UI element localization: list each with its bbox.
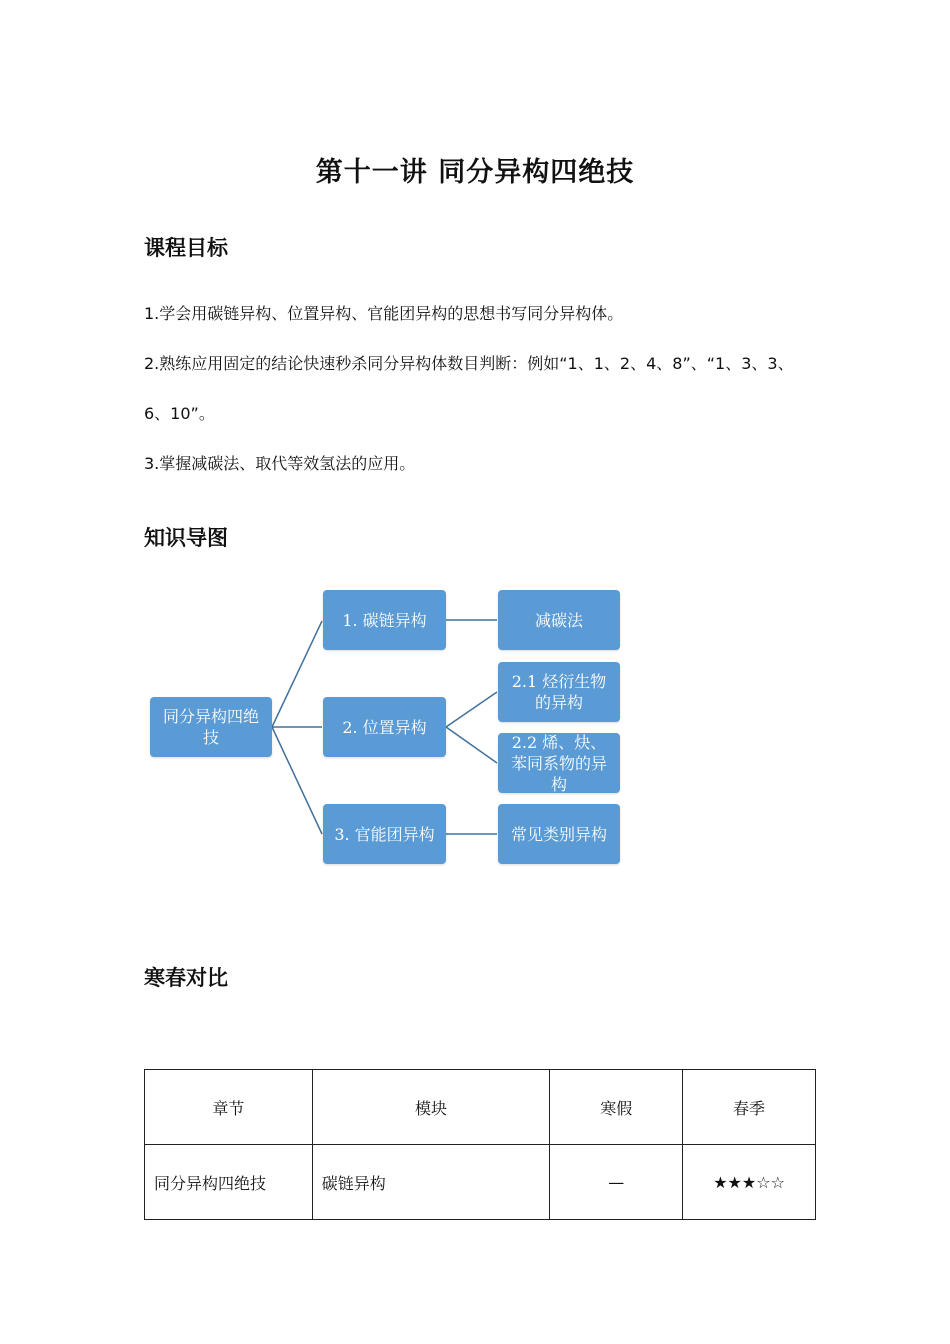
connector-line [446,727,497,763]
node-label: 2.2 烯、炔、苯同系物的异构 [510,732,607,794]
mindmap-leaf-node [498,733,620,793]
table-cell: 同分异构四绝技 [145,1145,313,1220]
table-header-cell: 寒假 [550,1070,683,1145]
table-row [145,1145,816,1220]
node-label: 2. 位置异构 [342,717,427,737]
connector-line [272,621,322,727]
rating-stars: ★★★☆☆ [683,1145,816,1220]
mindmap-heading: 知识导图 [144,526,228,550]
mindmap-branch-node [323,804,446,864]
node-label: 常见类别异构 [510,824,607,844]
mindmap-leaf-node [498,662,620,722]
connector-line [446,692,497,727]
mindmap-branch-node [323,590,446,650]
node-label: 1. 碳链异构 [342,610,427,630]
objective-item: 6、10”。 [144,404,215,423]
table-cell: 碳链异构 [312,1145,550,1220]
node-label: 2.1 烃衍生物的异构 [511,672,607,712]
node-label: 同分异构四绝技 [162,707,259,747]
node-label: 3. 官能团异构 [334,824,435,844]
mindmap-leaf-node [498,590,620,650]
objective-item: 1.学会用碳链异构、位置异构、官能团异构的思想书写同分异构体。 [144,304,624,323]
table-header-row [145,1070,816,1145]
mindmap-leaf-node [498,804,620,864]
table-cell: — [550,1145,683,1220]
table-header-cell: 章节 [145,1070,313,1145]
page-title: 第十一讲 同分异构四绝技 [315,157,635,188]
objective-item: 3.掌握减碳法、取代等效氢法的应用。 [144,454,416,473]
comparison-table [144,1069,816,1220]
table-header-cell: 模块 [312,1070,550,1145]
mindmap-branch-node [323,697,446,757]
mindmap-root-node [150,697,272,757]
comparison-heading: 寒春对比 [144,966,228,990]
connector-line [272,727,322,834]
objectives-heading: 课程目标 [144,236,228,260]
table-header-cell: 春季 [683,1070,816,1145]
objective-item: 2.熟练应用固定的结论快速秒杀同分异构体数目判断：例如“1、1、2、4、8”、“1、3、3、 [144,354,794,373]
node-label: 减碳法 [534,610,583,630]
